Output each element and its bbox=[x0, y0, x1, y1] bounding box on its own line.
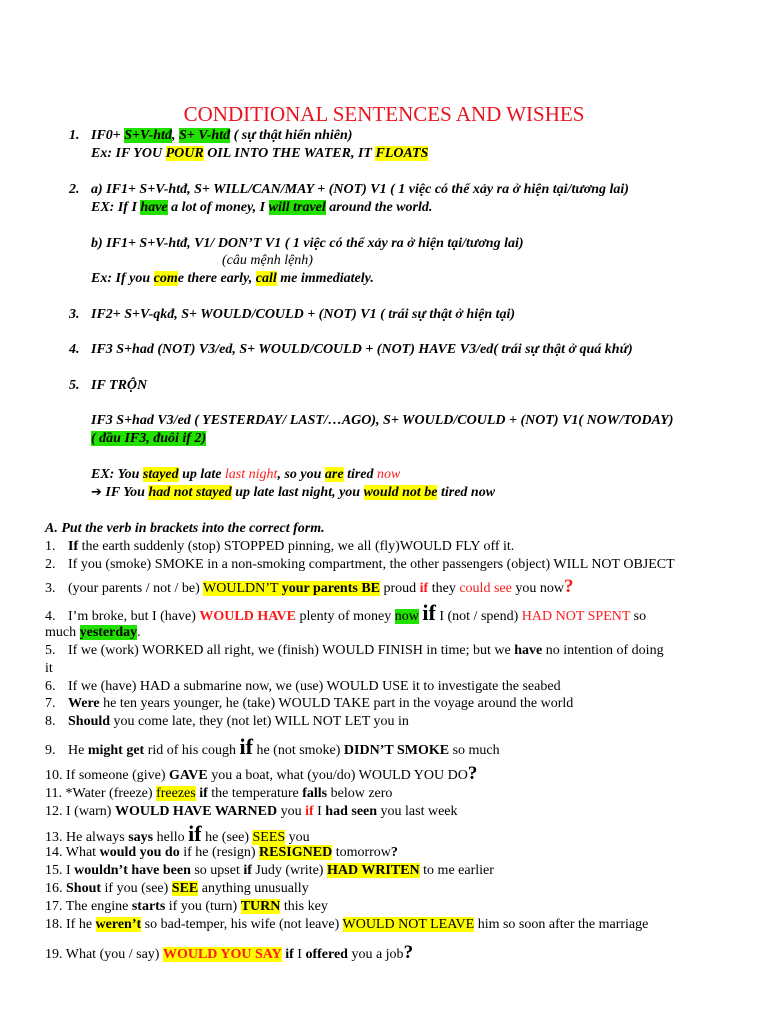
rule-5-formula: IF3 S+had V3/ed ( YESTERDAY/ LAST/…AGO), S+ WOULD/COULD + (NOT) V1( NOW/TODAY) bbox=[91, 413, 674, 428]
exercise-item-14: 14. What would you do if he (resign) RESIGNED tomorrow? bbox=[45, 845, 398, 860]
exercise-item-10: 10. If someone (give) GAVE you a boat, what (you/do) WOULD YOU DO? bbox=[45, 763, 478, 784]
exercise-item-1: 1. If the earth suddenly (stop) STOPPED pinning, we all (fly)WOULD FLY off it. bbox=[45, 539, 515, 554]
exercise-item-7: 7. Were he ten years younger, he (take) WOULD TAKE part in the voyage around the world bbox=[45, 696, 574, 711]
exercise-item-6: 6. If we (have) HAD a submarine now, we (use) WOULD USE it to investigate the seabed bbox=[45, 679, 561, 694]
exercise-item-17: 17. The engine starts if you (turn) TURN this key bbox=[45, 899, 328, 914]
exercise-item-8: 8. Should you come late, they (not let) WILL NOT LET you in bbox=[45, 714, 409, 729]
rule-1: 1. IF0+ S+V-htđ, S+ V-htđ ( sự thật hiển nhiên) bbox=[69, 128, 353, 143]
exercise-item-5: 5. If we (work) WORKED all right, we (finish) WOULD FINISH in time; but we have no intention of doing bbox=[45, 643, 664, 658]
exercise-item-4-cont: much yesterday. bbox=[45, 625, 141, 640]
rule-5-example: EX: You stayed up late last night, so you are tired now bbox=[91, 467, 401, 482]
exercise-heading: A. Put the verb in brackets into the correct form. bbox=[45, 521, 325, 536]
exercise-item-2: 2. If you (smoke) SMOKE in a non-smoking compartment, the other passengers (object) WILL NOT OBJECT bbox=[45, 557, 675, 572]
exercise-item-19: 19. What (you / say) WOULD YOU SAY if I offered you a job? bbox=[45, 942, 414, 963]
rule-4: 4. IF3 S+had (NOT) V3/ed, S+ WOULD/COULD + (NOT) HAVE V3/ed( trái sự thật ở quá khứ) bbox=[69, 342, 633, 357]
rule-2b: b) IF1+ S+V-htđ, V1/ DON’T V1 ( 1 việc có thể xảy ra ở hiện tại/tương lai) bbox=[91, 236, 524, 251]
rule-5: 5. IF TRỘN bbox=[69, 378, 148, 393]
rule-3: 3. IF2+ S+V-qkđ, S+ WOULD/COULD + (NOT) V1 ( trái sự thật ở hiện tại) bbox=[69, 307, 516, 322]
exercise-item-4: 4. I’m broke, but I (have) WOULD HAVE plenty of money now if I (not / spend) HAD NOT SPENT so bbox=[45, 600, 647, 625]
exercise-item-11: 11. *Water (freeze) freezes if the temperature falls below zero bbox=[45, 786, 393, 801]
rule-2b-note: (câu mệnh lệnh) bbox=[222, 253, 313, 268]
rule-5-example-transformed: ➔ IF You had not stayed up late last night, you would not be tired now bbox=[91, 485, 496, 500]
exercise-item-5-cont: it bbox=[45, 661, 53, 676]
rule-2a: 2. a) IF1+ S+V-htđ, S+ WILL/CAN/MAY + (NOT) V1 ( 1 việc có thể xảy ra ở hiện tại/tương lai) bbox=[69, 182, 629, 197]
exercise-item-9: 9. He might get rid of his cough if he (not smoke) DIDN’T SMOKE so much bbox=[45, 734, 500, 759]
exercise-item-3: 3. (your parents / not / be) WOULDN’T your parents BE proud if they could see you now? bbox=[45, 576, 574, 597]
exercise-item-18: 18. If he weren’t so bad-temper, his wife (not leave) WOULD NOT LEAVE him so soon after the marriage bbox=[45, 917, 649, 932]
rule-2a-example: EX: If I have a lot of money, I will travel around the world. bbox=[91, 200, 433, 215]
rule-5-note: ( đầu IF3, đuôi if 2) bbox=[91, 431, 207, 446]
page-title: CONDITIONAL SENTENCES AND WISHES bbox=[183, 102, 585, 126]
exercise-item-13: 13. He always says hello if he (see) SEES you bbox=[45, 821, 310, 846]
exercise-item-16: 16. Shout if you (see) SEE anything unusually bbox=[45, 881, 309, 896]
exercise-item-12: 12. I (warn) WOULD HAVE WARNED you if I had seen you last week bbox=[45, 804, 458, 819]
exercise-item-15: 15. I wouldn’t have been so upset if Judy (write) HAD WRITEN to me earlier bbox=[45, 863, 494, 878]
arrow-right-icon: ➔ bbox=[91, 485, 102, 500]
rule-1-example: Ex: IF YOU POUR OIL INTO THE WATER, IT FLOATS bbox=[91, 146, 429, 161]
rule-2b-example: Ex: If you come there early, call me immediately. bbox=[91, 271, 374, 286]
